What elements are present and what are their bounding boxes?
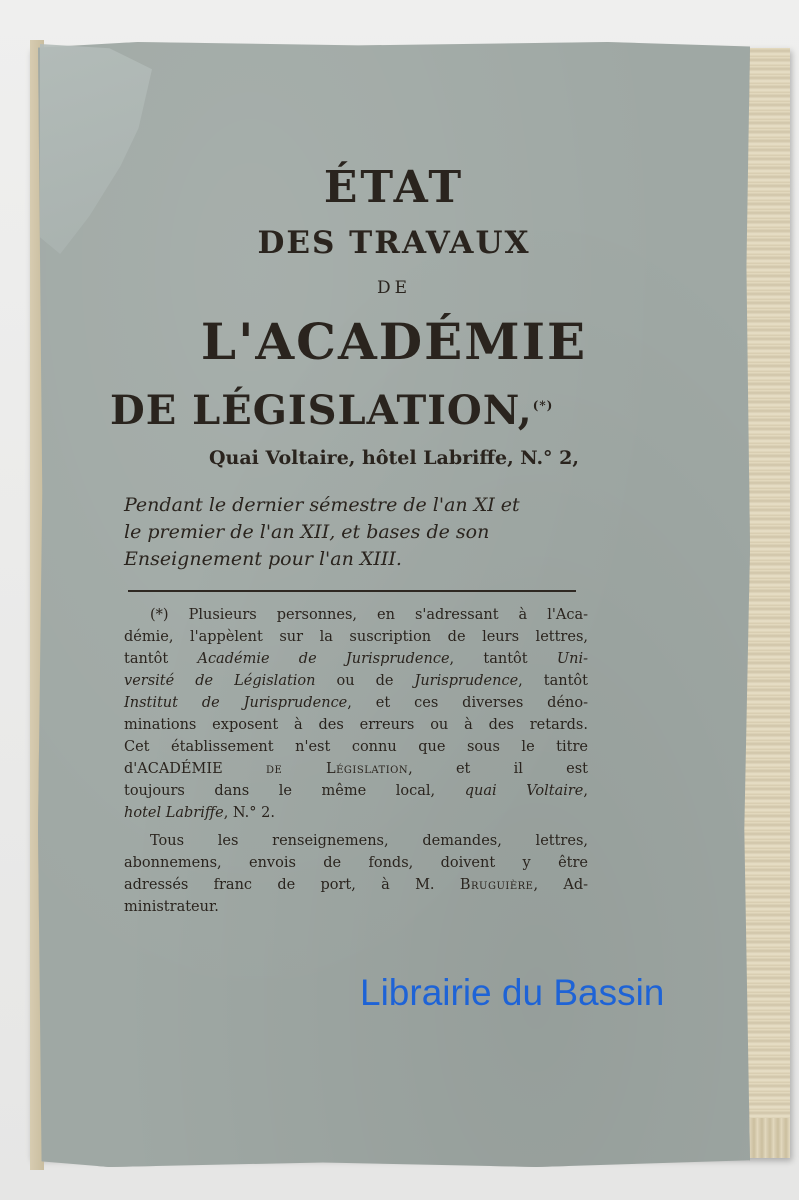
subtitle [124,492,684,573]
footnote-text: , Ad- [533,877,589,893]
footnote-text: , tantôt [518,673,588,689]
footnote-line: minations exposent à des erreurs ou à des retards. [124,717,588,733]
footnote-line [124,874,588,896]
footnote-line: abonnemens, envois de fonds, doivent y être [124,855,588,871]
footnote-smallcaps: de Législation [265,761,409,777]
footnote-line [124,802,588,824]
footnote-line [124,692,588,714]
footnote-italic: Jurisprudence [414,673,519,689]
footnote-smallcaps: Bruguière [459,877,534,893]
horizontal-rule [128,590,576,592]
footnote-text: adressés franc de port, à M. [124,877,435,893]
footnote-italic: quai Voltaire [464,783,584,799]
footnote-italic: Uni- [556,651,588,667]
footnote-text: d'ACADÉMIE [124,761,223,777]
footnote-line: Cet établissement n'est connu que sous le titre [124,739,588,755]
watermark: Librairie du Bassin [360,972,665,1013]
footnote-text: , et ces diverses déno- [347,695,589,711]
footnote-italic: versité de Législation [124,673,316,689]
title-line-des-travaux: DES TRAVAUX [257,225,531,261]
title-line-etat: ÉTAT [323,162,465,213]
footnote-text: , N.° 2. [223,805,275,821]
footnote-line: Tous les renseignemens, demandes, lettres, [150,833,588,849]
footnote-italic: Institut de Jurisprudence [124,695,348,711]
title-line-de: DE [376,278,412,298]
footnote-line [124,780,588,802]
footnote-line: ministrateur. [124,899,219,915]
footnote-marker: (*) [532,398,554,413]
footnote [124,604,588,918]
title-legislation-text: DE LÉGISLATION, [110,387,533,434]
footnote-text: toujours dans le même local, [124,783,436,799]
footnote-text: , [583,783,588,799]
title-line-academie: L'ACADÉMIE [200,312,588,371]
footnote-line [124,670,588,692]
title-line-legislation [110,387,553,434]
footnote-italic: Académie de Jurisprudence [197,651,450,667]
footnote-line [124,648,588,670]
footnote-line: (*) Plusieurs personnes, en s'adressant à l'Aca- [150,607,588,623]
footnote-text: , et il est [408,761,588,777]
footnote-text: , tantôt [449,651,528,667]
footnote-italic: hotel Labriffe [124,805,224,821]
footnote-text: tantôt [124,651,169,667]
subtitle-line-2: le premier de l'an XII, et bases de son [124,521,490,543]
subtitle-line-3: Enseignement pour l'an XIII. [124,548,402,570]
footnote-line: démie, l'appèlent sur la suscription de leurs lettres, [124,629,588,645]
subtitle-line-1: Pendant le dernier sémestre de l'an XI et [124,494,520,516]
footnote-text: ou de [336,673,394,689]
footnote-line [124,758,588,780]
address-line: Quai Voltaire, hôtel Labriffe, N.° 2, [208,447,580,469]
